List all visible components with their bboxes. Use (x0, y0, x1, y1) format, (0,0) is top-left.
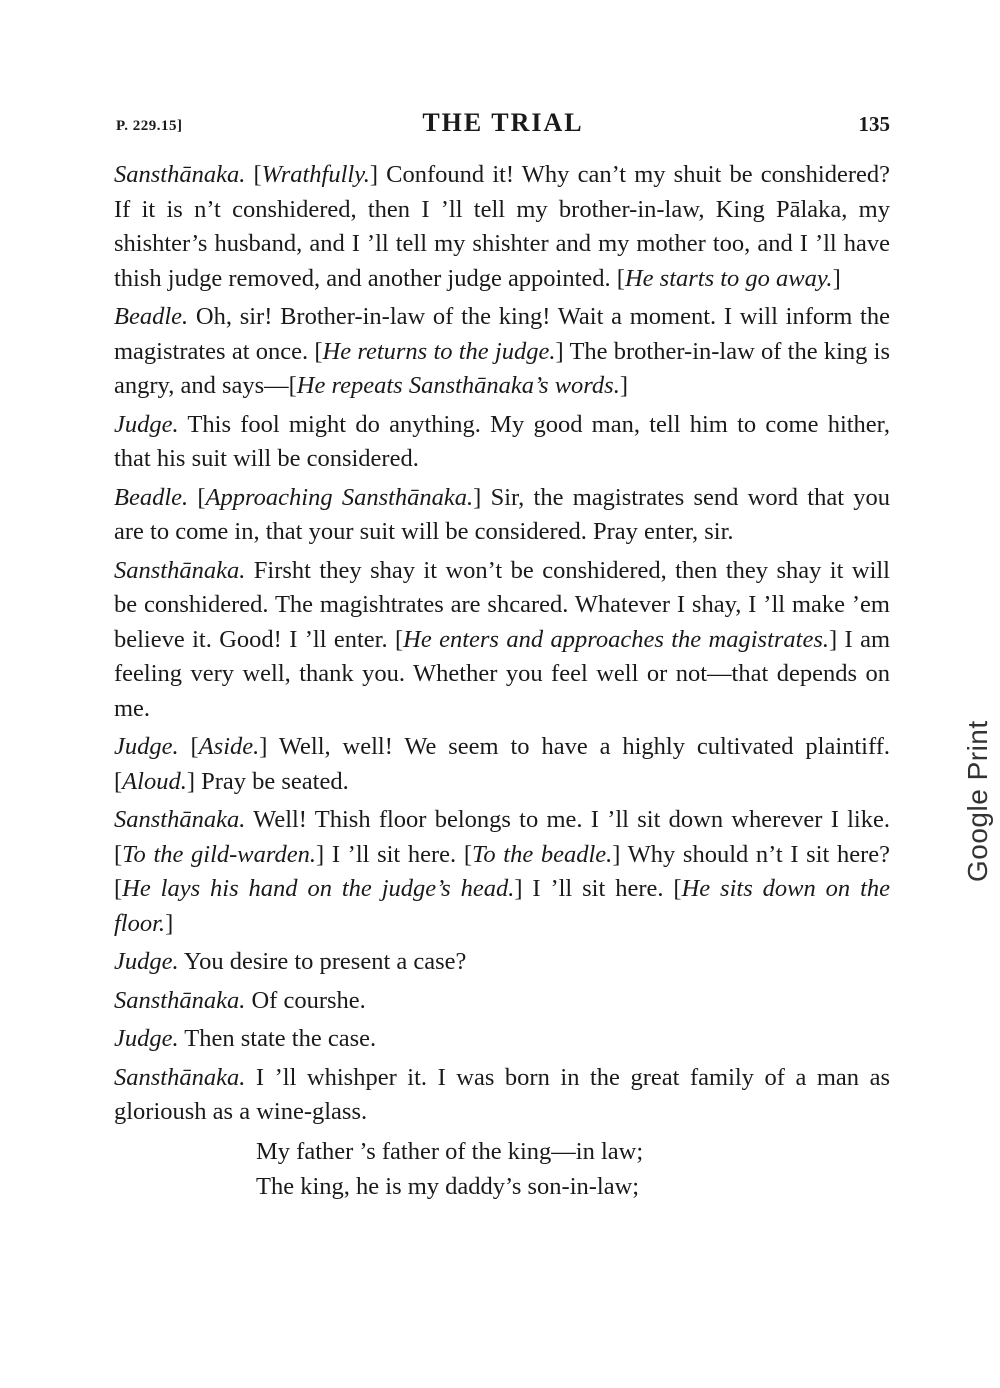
dialogue-paragraph (114, 300, 890, 404)
dialogue-text: ] (832, 264, 841, 292)
stage-direction: He enters and approaches the magistrates. (403, 625, 830, 653)
running-header (116, 108, 890, 144)
dialogue-text: [ (178, 733, 199, 760)
dialogue-paragraph (114, 945, 890, 980)
dialogue-text: I ’ll whishper it. I was born in the great family of a man as glorioush as a wine-glass. (114, 1063, 890, 1125)
dialogue-text: ] Confound it! Why can’t my shuit be conshidered? If it is n’t conshidered, then I ’ll tell my brother-in-law, King Pālaka, my shishter’s husband, and I ’ll tell my shishter and my mother too, and I ’ll have thish judge removed, and another judge appointed. [ (114, 161, 890, 292)
speaker-name: Sansthānaka. (114, 161, 246, 188)
dialogue-text: ] The brother-in-law of the king is angry, and says—[ (114, 337, 890, 399)
dialogue-text: ] Sir, the magistrates send word that you are to come in, that your suit will be considered. Pray enter, sir. (114, 483, 890, 545)
speaker-name: Sansthānaka. (114, 806, 246, 833)
dialogue-text: Oh, sir! Brother-in-law of the king! Wait a moment. I will inform the magistrates at once. [ (114, 303, 890, 365)
dialogue-text: [ (188, 483, 206, 511)
dialogue-text: ] I ’ll sit here. [ (316, 840, 472, 868)
dialogue-text: ] (619, 372, 629, 399)
stage-direction: Aside. (198, 733, 260, 760)
stage-direction: He returns to the judge. (322, 337, 556, 365)
speaker-name: Judge. (114, 733, 179, 760)
dialogue-text: Well! Thish floor belongs to me. I ’ll sit down wherever I like. [ (114, 806, 890, 868)
dialogue-paragraph (114, 803, 890, 941)
stage-direction: He sits down on the floor. (114, 875, 890, 937)
speaker-name: Judge. (114, 410, 179, 438)
dialogue-text: ] I am feeling very well, thank you. Whether you feel well or not—that depends on me. (114, 625, 891, 722)
dialogue-paragraph (114, 408, 890, 477)
speaker-name: Beadle. (114, 303, 189, 330)
google-print-watermark: Google Print (962, 720, 993, 882)
speaker-name: Sansthānaka. (114, 1063, 246, 1091)
dialogue-text: ] (165, 909, 174, 937)
dialogue-text: This fool might do anything. My good man, tell him to come hither, that his suit will be considered. (114, 410, 890, 472)
stage-direction: To the beadle. (471, 840, 613, 868)
dialogue-text: ] Why should n’t I sit here? [ (114, 840, 890, 902)
dialogue-paragraph (114, 158, 890, 296)
speaker-name: Judge. (114, 948, 179, 975)
verse-block (114, 1134, 890, 1204)
verse-line: The king, he is my daddy’s son-in-law; (256, 1172, 640, 1200)
stage-direction: Wrathfully. (261, 161, 370, 188)
stage-direction: Aloud. (122, 767, 187, 795)
dialogue-paragraph (114, 730, 890, 799)
dialogue-text: ] I ’ll sit here. [ (514, 875, 682, 902)
page-title: THE TRIAL (422, 108, 584, 137)
speaker-name: Sansthānaka. (114, 556, 246, 584)
dialogue-text: Of courshe. (245, 986, 366, 1014)
page-reference: P. 229.15] (116, 118, 183, 134)
dialogue-text: [ (245, 161, 262, 188)
dialogue-paragraph (114, 1022, 890, 1057)
dialogue-text: Then state the case. (178, 1025, 377, 1052)
dialogue-text: ] Pray be seated. (186, 767, 349, 795)
dialogue-text: You desire to present a case? (178, 948, 467, 975)
verse-line: My father ’s father of the king—in law; (256, 1137, 644, 1165)
stage-direction: To the gild-warden. (122, 840, 317, 868)
dialogue-paragraph (114, 554, 890, 727)
speaker-name: Sansthānaka. (114, 986, 246, 1014)
dialogue-text: Firsht they shay it won’t be conshidered, then they shay it will be conshidered. The magishtrates are shcared. Whatever I shay, I ’ll make ’em believe it. Good! I ’ll enter. [ (114, 556, 890, 653)
speaker-name: Beadle. (114, 483, 189, 511)
page-number: 135 (858, 112, 890, 136)
dialogue-paragraph (114, 984, 890, 1019)
stage-direction: He repeats Sansthānaka’s words. (296, 372, 620, 399)
stage-direction: He lays his hand on the judge’s head. (122, 875, 515, 902)
stage-direction: He starts to go away. (624, 264, 833, 292)
dialogue-paragraph (114, 481, 890, 550)
speaker-name: Judge. (114, 1025, 179, 1052)
stage-direction: Approaching Sansthānaka. (205, 483, 474, 511)
dialogue-paragraph (114, 1061, 890, 1130)
dialogue-text: ] Well, well! We seem to have a highly cultivated plaintiff. [ (114, 733, 890, 795)
body-text (114, 158, 890, 1204)
